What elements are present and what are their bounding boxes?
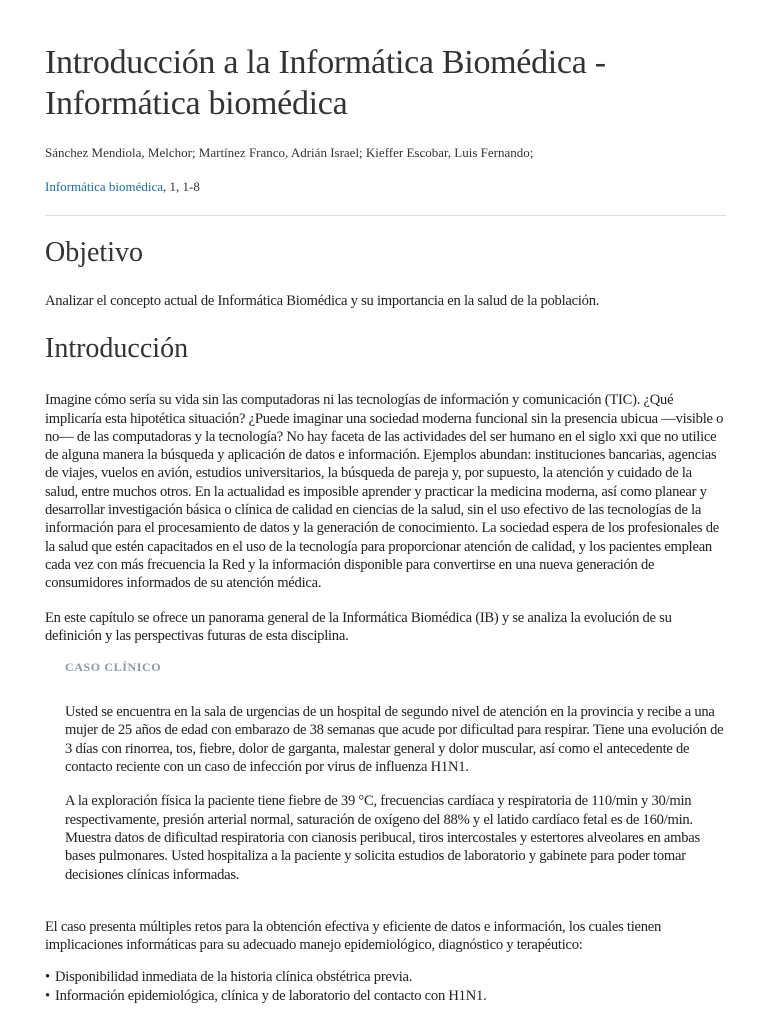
list-item-text: Disponibilidad inmediata de la historia clínica obstétrica previa.	[55, 969, 413, 986]
clinical-case-box	[45, 659, 724, 884]
heading-introduccion: Introducción	[45, 333, 189, 365]
bullet-symbol: •	[45, 987, 50, 1004]
introduccion-paragraph-1: Imagine cómo sería su vida sin las computadoras ni las tecnologías de información y comunicación (TIC). ¿Qué implicaría esta hipotética situación? ¿Puede imaginar una sociedad moderna funcional sin la presencia ubicua —visible o no— de las computadoras y la tecnología? No hay faceta de las actividades del ser humano en el siglo xxi que no utilice de alguna manera la búsqueda y aplicación de datos e información. Ejemplos abundan: instituciones bancarias, agencias de viajes, vuelos en avión, estudios universitarios, la búsqueda de pareja y, por supuesto, la atención y cuidado de la salud, entre muchos otros. En la actualidad es imposible aprender y practicar la medicina moderna, así como planear y desarrollar investigación básica o clínica de calidad en ciencias de la salud, sin el uso efectivo de las tecnologías de la información para el procesamiento de datos y la generación de conocimiento. La sociedad espera de los profesionales de la salud que estén capacitados en el uso de la tecnología para proporcionar atención de calidad, y los pacientes emplean cada vez con más frecuencia la Red y la información disponible para convertirse en una nueva generación de consumidores informados de su atención médica.	[45, 392, 724, 592]
case-challenges-text: El caso presenta múltiples retos para la obtención efectiva y eficiente de datos e información, los cuales tienen implicaciones informáticas para su adecuado manejo epidemiológico, diagnóstico y terapéutico:	[45, 918, 662, 954]
list-item	[45, 987, 724, 1005]
article-title	[45, 0, 724, 124]
heading-objetivo: Objetivo	[45, 237, 143, 268]
article-title-line2: Informática biomédica	[45, 85, 348, 122]
article-title-line1: Introducción a la Informática Biomédica -	[45, 44, 606, 81]
objetivo-text: Analizar el concepto actual de Informática Biomédica y su importancia en la salud de la población.	[45, 293, 600, 309]
list-item	[45, 968, 724, 986]
header-divider	[45, 215, 726, 216]
bullet-symbol: •	[45, 969, 50, 986]
journal-link[interactable]: Informática biomédica	[45, 179, 164, 194]
citation-line	[45, 178, 724, 196]
authors-line: Sánchez Mendiola, Melchor; Martínez Franco, Adrián Israel; Kieffer Escobar, Luis Fernando;	[45, 145, 534, 160]
clinical-case-paragraph-2: A la exploración física la paciente tiene fiebre de 39 °C, frecuencias cardíaca y respiratoria de 110/min y 30/min respectivamente, presión arterial normal, saturación de oxígeno del 88% y el latido cardíaco fetal es de 160/min. Muestra datos de dificultad respiratoria con cianosis peribucal, tiros intercostales y estertores alveolares en ambas bases pulmonares. Usted hospitaliza a la paciente y solicita estudios de laboratorio y gabinete para poder tomar decisiones clínicas informadas.	[65, 793, 700, 883]
clinical-case-title: CASO CLÍNICO	[65, 660, 162, 675]
citation-details: , 1, 1-8	[163, 179, 200, 194]
clinical-case-paragraph-1: Usted se encuentra en la sala de urgencias de un hospital de segundo nivel de atención en la provincia y recibe a una mujer de 25 años de edad con embarazo de 38 semanas que acude por dificultad para respirar. Tiene una evolución de 3 días con rinorrea, tos, fiebre, dolor de garganta, malestar general y dolor muscular, así como el antecedente de contacto reciente con un caso de infección por virus de influenza H1N1.	[65, 704, 724, 776]
challenges-list	[45, 968, 724, 1005]
list-item-text: Información epidemiológica, clínica y de laboratorio del contacto con H1N1.	[55, 987, 487, 1004]
introduccion-paragraph-2: En este capítulo se ofrece un panorama general de la Informática Biomédica (IB) y se analiza la evolución de su definición y las perspectivas futuras de esta disciplina.	[45, 609, 672, 644]
